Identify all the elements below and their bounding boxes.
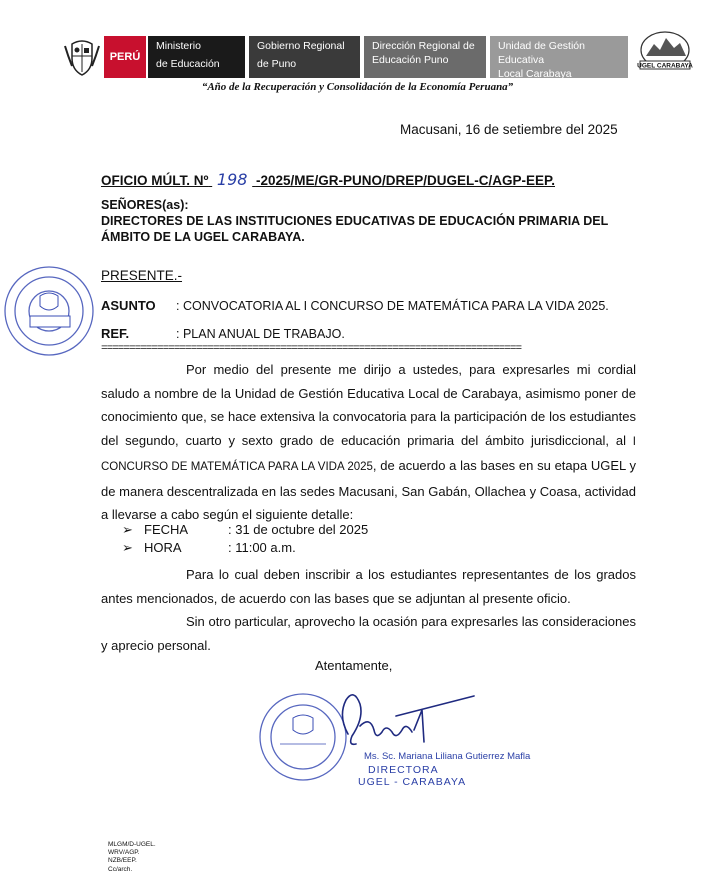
peru-label: PERÚ <box>104 36 146 78</box>
signatory-organization: UGEL - CARABAYA <box>358 776 467 788</box>
p1-contest-name: I CONCURSO DE MATEMÁTICA PARA LA VIDA 2025 <box>101 435 636 473</box>
detail-label: FECHA <box>144 522 189 537</box>
p3-text: Sin otro particular, aprovecho la ocasión para expresarles las consideraciones y aprecio personal. <box>101 614 636 653</box>
ref-text: : PLAN ANUAL DE TRABAJO. <box>176 327 345 341</box>
ugel-carabaya-logo <box>636 30 694 76</box>
asunto-label: ASUNTO <box>101 298 156 313</box>
oficio-prefix: OFICIO MÚLT. Nº <box>101 173 209 188</box>
band-2-line-1: Gobierno Regional <box>257 40 345 52</box>
p1-text-b: , de acuerdo a las bases en su etapa UGEL y de manera descentralizada en las sedes Macusani, San Gabán, Ollachea y Coasa, actividad a llevarse a cabo según el siguiente detalle: <box>101 458 636 522</box>
initials-line: MLGM/D-UGEL. <box>108 841 156 848</box>
detail-label: HORA <box>144 540 182 555</box>
band-1-line-1: Ministerio <box>156 40 201 52</box>
place-and-date: Macusani, 16 de setiembre del 2025 <box>400 122 618 137</box>
reference-initials <box>108 841 156 874</box>
signatory-name: Ms. Sc. Mariana Liliana Gutierrez Mafla <box>364 751 531 762</box>
header-ministerio <box>148 36 245 78</box>
detail-item <box>122 540 296 556</box>
initials-line: Cc/arch. <box>108 865 133 873</box>
detail-value: : 31 de octubre del 2025 <box>228 522 369 537</box>
jefatura-seal-stamp <box>0 262 98 360</box>
svg-text:UGEL CARABAYA: UGEL CARABAYA <box>637 62 693 70</box>
salutation: SEÑORES(as): <box>101 198 189 212</box>
band-4-line-1: Unidad de Gestión Educativa <box>498 40 585 66</box>
initials-line: WRV/AGP. <box>108 849 140 857</box>
separator-line: =========================================================================== <box>101 343 522 355</box>
presente-label: PRESENTE.- <box>101 268 183 283</box>
arrow-bullet-icon: ➢ <box>122 522 133 537</box>
header-gobierno-regional <box>249 36 360 78</box>
year-motto: “Año de la Recuperación y Consolidación de la Economía Peruana” <box>201 81 514 93</box>
p2-text: Para lo cual deben inscribir a los estudiantes representantes de los grados antes mencionados, de acuerdo con las bases que se adjuntan al presente oficio. <box>101 567 636 606</box>
band-2-line-2: de Puno <box>257 58 297 70</box>
body-paragraph-1 <box>101 358 636 527</box>
band-4-line-2: Local Carabaya <box>498 68 572 80</box>
body-paragraph-3 <box>101 610 636 657</box>
arrow-bullet-icon: ➢ <box>122 540 133 555</box>
closing: Atentamente, <box>315 658 393 673</box>
p1-text-a: Por medio del presente me dirijo a ustedes, para expresarles mi cordial saludo a nombre de la Unidad de Gestión Educativa Local de Carabaya, asimismo poner de conocimiento que, se hace extensiva la convocatoria para la participación de los estudiantes del segundo, cuarto y sexto grado de educación primaria del ámbito jurisdiccional, al <box>101 362 636 448</box>
asunto-text: : CONVOCATORIA AL I CONCURSO DE MATEMÁTICA PARA LA VIDA 2025. <box>176 299 609 313</box>
handwritten-signature <box>326 686 476 756</box>
ref-label: REF. <box>101 326 130 341</box>
detail-value: : 11:00 a.m. <box>228 540 296 555</box>
peru-coat-of-arms-icon <box>62 36 102 78</box>
body-paragraph-2 <box>101 563 636 610</box>
header-direccion-regional <box>364 36 486 78</box>
band-3-line-2: Educación Puno <box>372 54 449 66</box>
oficio-number-handwritten: 198 <box>216 170 248 189</box>
band-1-line-2: de Educación <box>156 58 220 70</box>
addressees: DIRECTORES DE LAS INSTITUCIONES EDUCATIVAS DE EDUCACIÓN PRIMARIA DEL ÁMBITO DE LA UGEL CARABAYA. <box>101 214 608 244</box>
header-ugel <box>490 36 628 78</box>
initials-line: NZB/EEP. <box>108 857 137 865</box>
signatory-role: DIRECTORA <box>368 764 439 776</box>
oficio-reference <box>101 170 555 189</box>
detail-item <box>122 522 368 538</box>
oficio-suffix: -2025/ME/GR-PUNO/DREP/DUGEL-C/AGP-EEP. <box>255 173 556 188</box>
band-3-line-1: Dirección Regional de <box>372 40 475 52</box>
